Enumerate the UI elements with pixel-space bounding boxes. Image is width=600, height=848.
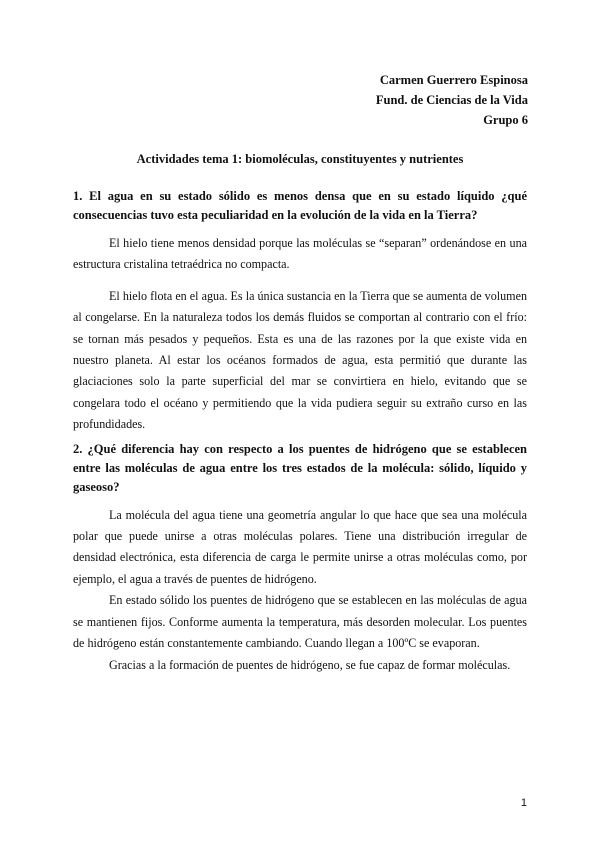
page-number: 1 bbox=[520, 797, 527, 809]
group-name: Grupo 6 bbox=[483, 113, 528, 127]
course-name: Fund. de Ciencias de la Vida bbox=[375, 93, 528, 107]
section-2 bbox=[73, 440, 527, 676]
question-1: 1. El agua en su estado sólido es menos densa que en su estado líquido ¿qué consecuencias tuvo esta peculiaridad en la evolución de la vida en la Tierra? bbox=[73, 189, 527, 222]
answer-1-paragraph-2: El hielo flota en el agua. Es la única sustancia en la Tierra que se aumenta de volumen al congelarse. En la naturaleza todos los demás fluidos se comportan al contrario con el frío: se tornan más pesados y pequeños. Esta es una de las razones por la que existe vida en nuestro planeta. Al estar los océanos formados de agua, esta permitió que durante las glaciaciones solo la parte superficial del mar se convirtiera en hielo, evitando que se congelara todo el océano y permitiendo que la vida pudiera seguir su extraño curso en las profundidades. bbox=[73, 288, 527, 432]
section-1 bbox=[73, 187, 527, 436]
document-subtitle: Actividades tema 1: biomoléculas, constituyentes y nutrientes bbox=[136, 152, 464, 166]
answer-2-paragraph-2: En estado sólido los puentes de hidrógeno que se establecen en las moléculas de agua se mantienen fijos. Conforme aumenta la temperatura, más desorden molecular. Los puentes de hidrógeno están constantemente cambiando. Cuando llegan a 100ºC se evaporan. bbox=[73, 593, 527, 651]
answer-1-paragraph-1: El hielo tiene menos densidad porque las moléculas se “separan” ordenándose en una estructura cristalina tetraédrica no compacta. bbox=[73, 236, 527, 272]
document-header bbox=[376, 70, 528, 130]
document-body bbox=[73, 152, 527, 676]
answer-2-paragraph-3: Gracias a la formación de puentes de hidrógeno, se fue capaz de formar moléculas. bbox=[109, 657, 511, 672]
answer-2-paragraph-1: La molécula del agua tiene una geometría angular lo que hace que sea una molécula polar que puede unirse a otras moléculas polares. Tiene una distribución irregular de densidad electrónica, esta diferencia de carga le permite unirse a otras moléculas como, por ejemplo, el agua a través de puentes de hidrógeno. bbox=[73, 507, 527, 586]
question-2: 2. ¿Qué diferencia hay con respecto a los puentes de hidrógeno que se establecen entre las moléculas de agua entre los tres estados de la molécula: sólido, líquido y gaseoso? bbox=[73, 441, 527, 494]
author-name: Carmen Guerrero Espinosa bbox=[379, 73, 528, 87]
